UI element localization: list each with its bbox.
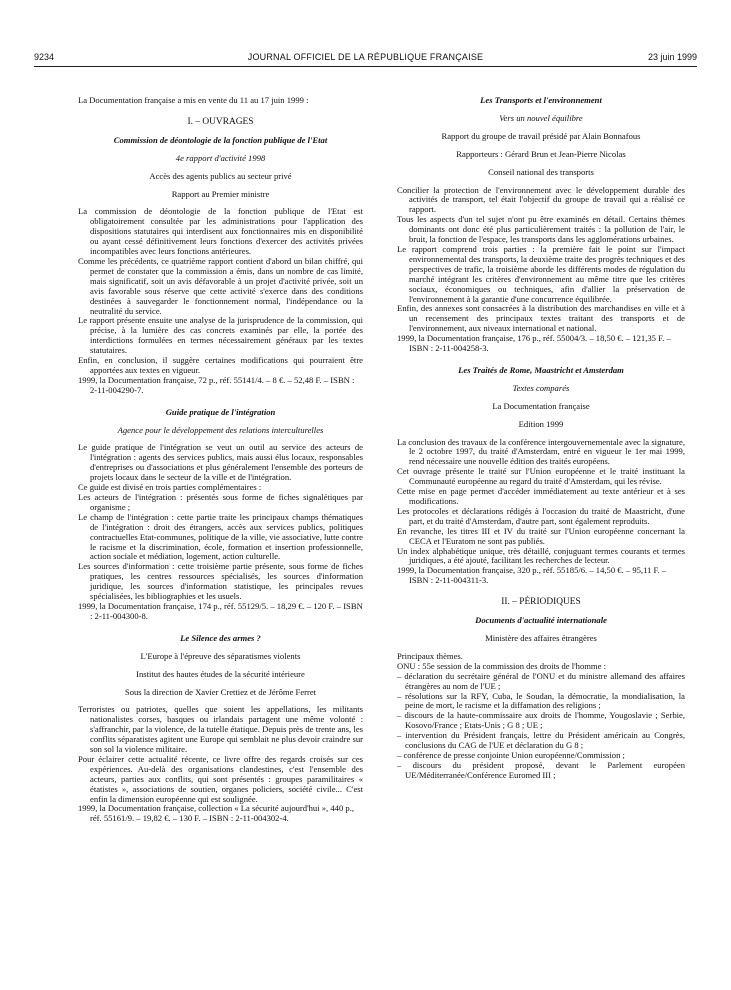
intro-text: La Documentation française a mis en vente du 11 au 17 juin 1999 : [78,95,309,105]
publication-line: Ministère des affaires étrangères [485,632,597,643]
publication-title: Le Silence des armes ? [180,632,261,643]
publication-line: Rapporteurs : Gérard Brun et Jean-Pierre Nicolas [456,148,626,159]
publication-line: Edition 1999 [518,418,564,429]
publication-subtitle: Agence pour le développement des relations interculturelles [117,424,324,435]
header-rule [34,66,697,67]
publication-title: Documents d'actualité internationale [475,615,607,626]
right-column [397,96,685,781]
section-ouvrages: I. – OUVRAGES [187,116,254,127]
publication-subtitle: Vers un nouvel équilibre [499,112,583,123]
publication-line: La Documentation française [492,400,590,411]
publication-line: Accès des agents publics au secteur privé [149,170,292,181]
list-item: – discours de la haute-commissaire aux droits de l'homme, Yougoslavie ; Serbie, Kosovo/France ; Etats-Unis ; G 8 ; UE ; [397,710,685,731]
page-header [34,52,697,66]
list-item: – intervention du Président français, lettre du Président américain au Congrès, conclusions du CAG de l'UE et déclaration du G 8 ; [397,730,685,751]
publication-reference: 1999, la Documentation française, 320 p., réf. 55185/6. – 14,50 €. – 95,11 F. – ISBN : 2-11-004311-3. [397,565,667,586]
publication-reference: 1999, la Documentation française, collection « La sécurité aujourd'hui », 440 p., réf. 55161/9. – 19,82 €. – 130 F. – ISBN : 2-11-004302-4. [78,803,354,824]
publication-reference: 1999, la Documentation française, 176 p., réf. 55004/3. – 18,50 €. – 121,35 F. – ISBN : 2-11-004258-3. [397,333,671,354]
publication-title: Commission de déontologie de la fonction publique de l'Etat [113,134,328,145]
paragraph: Les sources d'information : cette troisième partie présente, sous forme de fiches pratiques, les centres ressources spécialisés, les sources d'information juridique, les sources d'information statistique, les principales revues spécialisées, les bibliographies et les usuels. [78,561,363,602]
paragraph: Enfin, des annexes sont consacrées à la distribution des marchandises en ville et à un recensement des principaux textes traitant des transports et de l'environnement, aux niveaux international et national. [397,303,685,334]
page-number: 9234 [34,52,55,62]
paragraph: Cette mise en page permet d'accéder immédiatement au texte antérieur et à ses modifications. [397,486,685,506]
paragraph: Les acteurs de l'intégration : présentés sous forme de fiches signalétiques par organisme ; [78,492,363,512]
publication-title: Les Traités de Rome, Maastricht et Amsterdam [458,364,624,375]
paragraph: ONU : 55e session de la commission des droits de l'homme : [397,660,606,671]
paragraph: Tous les aspects d'un tel sujet n'ont pu être examinés en détail. Certains thèmes dominants ont donc été plus particulièrement traités : la pollution de l'air, le bruit, la fonction de l'espace, les transports dans les agglomérations urbaines. [397,214,685,245]
publication-line: Sous la direction de Xavier Crettiez et de Jérôme Ferret [124,686,317,697]
publication-line: L'Europe à l'épreuve des séparatismes violents [140,650,301,661]
paragraph: Concilier la protection de l'environnement avec le développement durable des activités de transport, tel était l'objectif du groupe de travail qui a réalisé ce rapport. [397,184,685,215]
publication-line: Rapport du groupe de travail présidé par Alain Bonnafous [441,130,641,141]
paragraph: Principaux thèmes. [397,650,463,661]
section-periodiques: II. – PÉRIODIQUES [501,597,581,608]
list-item: – déclaration du secrétaire général de l'ONU et du ministre allemand des affaires étrangères au nom de l'UE ; [397,670,685,691]
paragraph: Enfin, en conclusion, il suggère certaines modifications qui pourraient être apportées aux textes en vigueur. [78,355,363,375]
paragraph: Ce guide est divisé en trois parties complémentaires : [78,482,262,493]
list-item: – discours du président proposé, devant le Parlement européen UE/Méditerranée/Conférence Euromed III ; [397,759,685,780]
paragraph: Un index alphabétique unique, très détaillé, conjuguant termes courants et termes juridiques, a été ajouté, facilitant les recherches de lecteur. [397,545,685,566]
paragraph: En revanche, les titres III et IV du traité sur l'Union européenne concernant la CECA et l'Euratom ne sont pas publiés. [397,525,685,546]
paragraph: La conclusion des travaux de la conférence intergouvernementale avec la signature, le 2 octobre 1997, du traité d'Amsterdam, entré en vigueur le 1er mai 1999, rend nécessaire une nouvelle édition des traités européens. [397,436,685,467]
paragraph: Le guide pratique de l'intégration se veut un outil au service des acteurs de l'intégration : agents des services publics, mais aussi élus locaux, responsables d'entreprises ou d'associations et plus généralement l'ensemble des porteurs de projets locaux dans le secteur de la ville et de l'intégration. [78,442,363,483]
paragraph: Cet ouvrage présente le traité sur l'Union européenne et le traité instituant la Communauté européenne au regard du traité d'Amsterdam, qui les révise. [397,466,685,487]
paragraph: Le champ de l'intégration : cette partie traite les principaux champs thématiques de l'intégration : droit des étrangers, accès aux services publics, politiques contractuelles Etat-communes, politique de la ville, vie associative, lutte contre le racisme et la discrimination, école, formation et insertion professionnelle, action sociale et médiation, logement, action culturelle. [78,511,363,562]
paragraph: Le rapport comprend trois parties : la première fait le point sur l'impact environnemental des transports, la deuxième traite des progrès techniques et des perspectives de trafic, la troisième aborde les différents modes de régulation du marché intégrant les critères d'environnement au même titre que les critères sociaux, économiques ou techniques, afin d'allier la préservation de l'environnement à la garantie d'une concurrence équilibrée. [397,243,685,304]
list-item: – conférence de presse conjointe Union européenne/Commission ; [397,749,625,760]
publication-title: Les Transports et l'environnement [480,95,602,105]
issue-date: 23 juin 1999 [647,52,697,62]
publication-line: Conseil national des transports [488,166,594,177]
paragraph: Pour éclairer cette actualité récente, ce livre offre des regards croisés sur ces expériences. Au-delà des organisations clandestines, c'est l'ensemble des acteurs, parties aux conflits, qui sont présentés : groupes paramilitaires « étatistes », associations de soutien, organes policiers, société civile... C'est enfin la dimension européenne qui est soulignée. [78,753,363,804]
publication-reference: 1999, la Documentation française, 174 p., réf. 55129/5. – 18,29 €. – 120 F. – ISBN : 2-11-004300-8. [78,600,363,621]
journal-title: JOURNAL OFFICIEL DE LA RÉPUBLIQUE FRANÇAISE [247,52,484,62]
left-column [78,96,363,824]
paragraph: Le rapport présente ensuite une analyse de la jurisprudence de la commission, qui précise, à la lumière des cas concrets examinés par elle, la portée des interdictions formulées en termes nécessairement généraux par les textes statutaires. [78,315,363,356]
list-item: – résolutions sur la RFY, Cuba, le Soudan, la démocratie, la mondialisation, la peine de mort, le racisme et la diffamation des religions ; [397,690,685,711]
publication-subtitle: 4e rapport d'activité 1998 [175,152,266,163]
publication-title: Guide pratique de l'intégration [165,406,276,417]
publication-line: Institut des hautes études de la sécurité intérieure [136,668,305,679]
publication-reference: 1999, la Documentation française, 72 p., réf. 55141/4. – 8 €. – 52,48 F. – ISBN : 2-11-004290-7. [78,374,355,395]
publication-line: Rapport au Premier ministre [171,188,270,199]
paragraph: Terroristes ou patriotes, quelles que soient les appellations, les militants nationalistes corses, basques ou irlandais partagent une même volonté : s'affranchir, par la violence, de la tutelle étatique. Depuis près de trente ans, les conflits séparatistes agitent une Europe qui semblait ne plus devoir craindre sur son sol la violence militaire. [78,704,363,755]
paragraph: La commission de déontologie de la fonction publique de l'Etat est obligatoirement consultée par les administrations pour l'application des dispositions statutaires qui interdisent aux fonctionnaires mis en disponibilité ou ayant cessé définitivement leurs fonctions d'exercer des activités privées incompatibles avec leurs fonctions antérieures. [78,206,363,257]
paragraph: Comme les précédents, ce quatrième rapport contient d'abord un bilan chiffré, qui permet de constater que la commission a émis, dans un nombre de cas limité, mais significatif, soit un avis défavorable à un projet d'activité privée, soit un avis favorable sous réserve que cette activité s'exerce dans des conditions destinées à sauvegarder le fonctionnement normal, l'indépendance ou la neutralité du service. [78,255,363,316]
publication-subtitle: Textes comparés [512,382,570,393]
paragraph: Les protocoles et déclarations rédigés à l'occasion du traité de Maastricht, d'une part, et du traité d'Amsterdam, d'autre part, sont également reproduits. [397,505,685,526]
